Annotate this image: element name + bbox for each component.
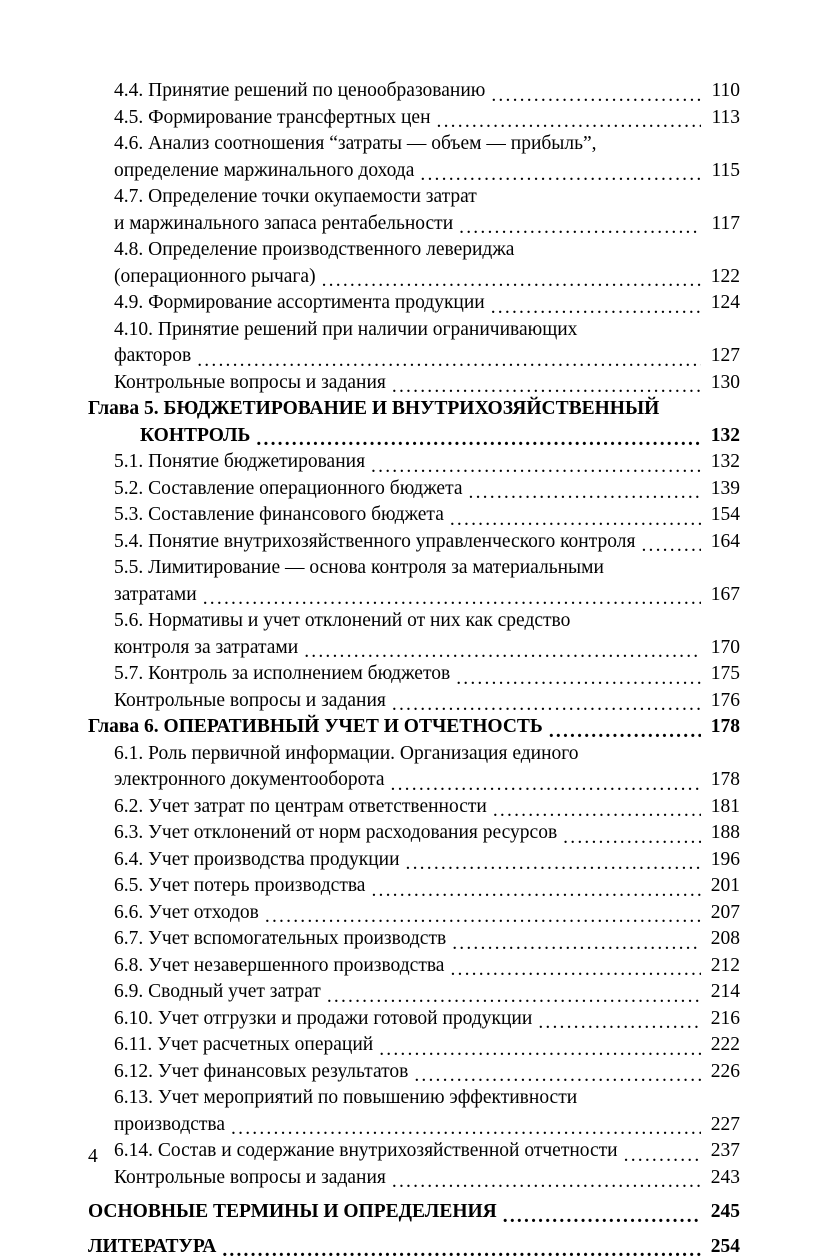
toc-entry-page: 243 (706, 1165, 740, 1192)
toc-entry[interactable] (88, 635, 740, 662)
toc-entry-line: Глава 5. БЮДЖЕТИРОВАНИЕ И ВНУТРИХОЗЯЙСТВЕННЫЙ (88, 396, 740, 423)
toc-entry[interactable] (88, 370, 740, 397)
toc-entry-line: 4.8. Определение производственного левериджа (88, 237, 740, 264)
toc-entry-page: 201 (706, 873, 740, 900)
toc-entry-label: затратами (114, 582, 197, 609)
toc-leader-dots (450, 960, 701, 979)
toc-entry[interactable] (88, 476, 740, 503)
toc-entry-label: Глава 6. ОПЕРАТИВНЫЙ УЧЕТ И ОТЧЕТНОСТЬ (88, 714, 543, 741)
toc-entry-page: 124 (706, 290, 740, 317)
toc-leader-dots (641, 536, 701, 555)
toc-entry-line: 5.5. Лимитирование — основа контроля за материальными (88, 555, 740, 582)
toc-entry[interactable] (88, 1165, 740, 1192)
toc-entry-page: 181 (706, 794, 740, 821)
toc-entry-page: 227 (706, 1112, 740, 1139)
toc-entry-line: 4.10. Принятие решений при наличии ограничивающих (88, 317, 740, 344)
toc-entry-page: 139 (706, 476, 740, 503)
toc-entry-page: 167 (706, 582, 740, 609)
toc-entry-page: 117 (706, 211, 740, 238)
toc-leader-dots (450, 510, 701, 529)
toc-entry-page: 132 (706, 449, 740, 476)
toc-entry-line: 4.6. Анализ соотношения “затраты — объем — прибыль”, (88, 131, 740, 158)
toc-leader-dots (406, 854, 701, 873)
toc-entry-label: ЛИТЕРАТУРА (88, 1234, 216, 1260)
toc-leader-dots (420, 165, 701, 184)
toc-entry-label: 6.6. Учет отходов (114, 900, 259, 927)
toc-entry[interactable] (88, 343, 740, 370)
toc-entry-page: 113 (706, 105, 740, 132)
toc-entry-page: 164 (706, 529, 740, 556)
toc-entry-label: ОСНОВНЫЕ ТЕРМИНЫ И ОПРЕДЕЛЕНИЯ (88, 1199, 497, 1226)
toc-entry-label: 6.5. Учет потерь производства (114, 873, 365, 900)
toc-entry-label: 4.4. Принятие решений по ценообразованию (114, 78, 485, 105)
toc-leader-dots (414, 1066, 701, 1085)
toc-leader-dots (469, 483, 701, 502)
toc-entry-label: 5.7. Контроль за исполнением бюджетов (114, 661, 450, 688)
toc-entry-label: Контрольные вопросы и задания (114, 370, 386, 397)
toc-entry[interactable] (88, 1112, 740, 1139)
toc-entry-page: 175 (706, 661, 740, 688)
toc-leader-dots (379, 1040, 701, 1059)
toc-entry[interactable] (88, 78, 740, 105)
toc-entry-label: 6.7. Учет вспомогательных производств (114, 926, 446, 953)
toc-entry-page: 127 (706, 343, 740, 370)
toc-entry[interactable] (88, 1006, 740, 1033)
toc-entry-label: производства (114, 1112, 225, 1139)
toc-entry-label: 5.1. Понятие бюджетирования (114, 449, 365, 476)
toc-entry-page: 207 (706, 900, 740, 927)
toc-leader-dots (265, 907, 701, 926)
toc-entry-page: 122 (706, 264, 740, 291)
toc-entry[interactable] (88, 582, 740, 609)
toc-entry[interactable] (88, 1234, 740, 1260)
toc-entry-page: 212 (706, 953, 740, 980)
toc-entry-label: 6.9. Сводный учет затрат (114, 979, 321, 1006)
toc-entry-line: 5.6. Нормативы и учет отклонений от них как средство (88, 608, 740, 635)
toc-entry-label: 5.3. Составление финансового бюджета (114, 502, 444, 529)
toc-entry-label: 6.10. Учет отгрузки и продажи готовой продукции (114, 1006, 532, 1033)
toc-entry[interactable] (88, 953, 740, 980)
toc-leader-dots (452, 934, 701, 953)
toc-entry-page: 216 (706, 1006, 740, 1033)
toc-entry[interactable] (88, 449, 740, 476)
toc-entry[interactable] (88, 847, 740, 874)
toc-entry-line: 6.13. Учет мероприятий по повышению эффективности (88, 1085, 740, 1112)
toc-leader-dots (503, 1207, 701, 1226)
toc-entry-label: Контрольные вопросы и задания (114, 688, 386, 715)
toc-entry[interactable] (88, 423, 740, 450)
toc-entry-label: (операционного рычага) (114, 264, 316, 291)
toc-entry-page: 110 (706, 78, 740, 105)
toc-entry-page: 130 (706, 370, 740, 397)
toc-entry[interactable] (88, 290, 740, 317)
toc-leader-dots (456, 669, 701, 688)
toc-leader-dots (549, 722, 701, 741)
toc-leader-dots (459, 218, 701, 237)
toc-entry[interactable] (88, 688, 740, 715)
toc-entry[interactable] (88, 502, 740, 529)
toc-entry-label: КОНТРОЛЬ (140, 423, 250, 450)
toc-entry-label: 4.5. Формирование трансфертных цен (114, 105, 431, 132)
toc-leader-dots (304, 642, 701, 661)
toc-entry-label: факторов (114, 343, 191, 370)
toc-leader-dots (491, 86, 701, 105)
toc-leader-dots (322, 271, 701, 290)
toc-leader-dots (371, 457, 701, 476)
page-number: 4 (88, 1146, 98, 1168)
toc-entry-page: 222 (706, 1032, 740, 1059)
toc-entry-label: 5.4. Понятие внутрихозяйственного управленческого контроля (114, 529, 635, 556)
toc-leader-dots (437, 112, 701, 131)
toc-entry[interactable] (88, 105, 740, 132)
toc-entry[interactable] (88, 900, 740, 927)
toc-entry[interactable] (88, 767, 740, 794)
toc-entry-page: 226 (706, 1059, 740, 1086)
toc-leader-dots (392, 377, 701, 396)
toc-leader-dots (222, 1241, 701, 1260)
toc-entry-page: 132 (706, 423, 740, 450)
toc-entry[interactable] (88, 211, 740, 238)
toc-leader-dots (491, 298, 701, 317)
toc-entry[interactable] (88, 264, 740, 291)
toc-entry-label: 6.2. Учет затрат по центрам ответственности (114, 794, 487, 821)
toc-entry-page: 178 (706, 767, 740, 794)
toc-entry[interactable] (88, 926, 740, 953)
toc-leader-dots (392, 1172, 701, 1191)
toc-entry[interactable] (88, 820, 740, 847)
toc-entry-label: электронного документооборота (114, 767, 385, 794)
toc-entry[interactable] (88, 794, 740, 821)
toc-entry-page: 188 (706, 820, 740, 847)
toc-leader-dots (391, 775, 701, 794)
toc-entry-label: 6.14. Состав и содержание внутрихозяйственной отчетности (114, 1138, 618, 1165)
toc-entry-label: 5.2. Составление операционного бюджета (114, 476, 463, 503)
toc-entry-line: 4.7. Определение точки окупаемости затрат (88, 184, 740, 211)
toc-entry-label: 6.4. Учет производства продукции (114, 847, 400, 874)
toc-leader-dots (538, 1013, 701, 1032)
toc-leader-dots (371, 881, 701, 900)
toc-entry[interactable] (88, 1059, 740, 1086)
toc-entry[interactable] (88, 529, 740, 556)
toc-leader-dots (197, 351, 701, 370)
toc-entry-page: 154 (706, 502, 740, 529)
toc-entry-label: и маржинального запаса рентабельности (114, 211, 453, 238)
toc-entry-page: 115 (706, 158, 740, 185)
toc-entry[interactable] (88, 1032, 740, 1059)
toc-leader-dots (256, 430, 701, 449)
toc-entry[interactable] (88, 979, 740, 1006)
toc-entry-page: 254 (706, 1234, 740, 1260)
toc-leader-dots (231, 1119, 701, 1138)
table-of-contents (88, 78, 740, 1260)
toc-entry[interactable] (88, 1138, 740, 1165)
toc-entry[interactable] (88, 873, 740, 900)
toc-leader-dots (563, 828, 701, 847)
toc-leader-dots (392, 695, 701, 714)
toc-entry-page: 178 (706, 714, 740, 741)
toc-entry-label: 6.12. Учет финансовых результатов (114, 1059, 408, 1086)
toc-entry[interactable] (88, 661, 740, 688)
toc-entry-label: определение маржинального дохода (114, 158, 414, 185)
toc-entry-page: 245 (706, 1199, 740, 1226)
toc-entry-page: 208 (706, 926, 740, 953)
toc-entry[interactable] (88, 158, 740, 185)
toc-entry-page: 170 (706, 635, 740, 662)
toc-entry-label: контроля за затратами (114, 635, 298, 662)
toc-entry-page: 237 (706, 1138, 740, 1165)
toc-leader-dots (327, 987, 701, 1006)
toc-entry-line: 6.1. Роль первичной информации. Организация единого (88, 741, 740, 768)
toc-entry-label: Контрольные вопросы и задания (114, 1165, 386, 1192)
toc-leader-dots (493, 801, 701, 820)
toc-entry-label: 4.9. Формирование ассортимента продукции (114, 290, 485, 317)
toc-leader-dots (624, 1146, 701, 1165)
toc-leader-dots (203, 589, 701, 608)
toc-entry-label: 6.11. Учет расчетных операций (114, 1032, 373, 1059)
toc-entry[interactable] (88, 714, 740, 741)
toc-entry-label: 6.8. Учет незавершенного производства (114, 953, 444, 980)
toc-entry[interactable] (88, 1199, 740, 1226)
toc-entry-page: 176 (706, 688, 740, 715)
toc-entry-page: 214 (706, 979, 740, 1006)
toc-entry-label: 6.3. Учет отклонений от норм расходования ресурсов (114, 820, 557, 847)
toc-entry-page: 196 (706, 847, 740, 874)
